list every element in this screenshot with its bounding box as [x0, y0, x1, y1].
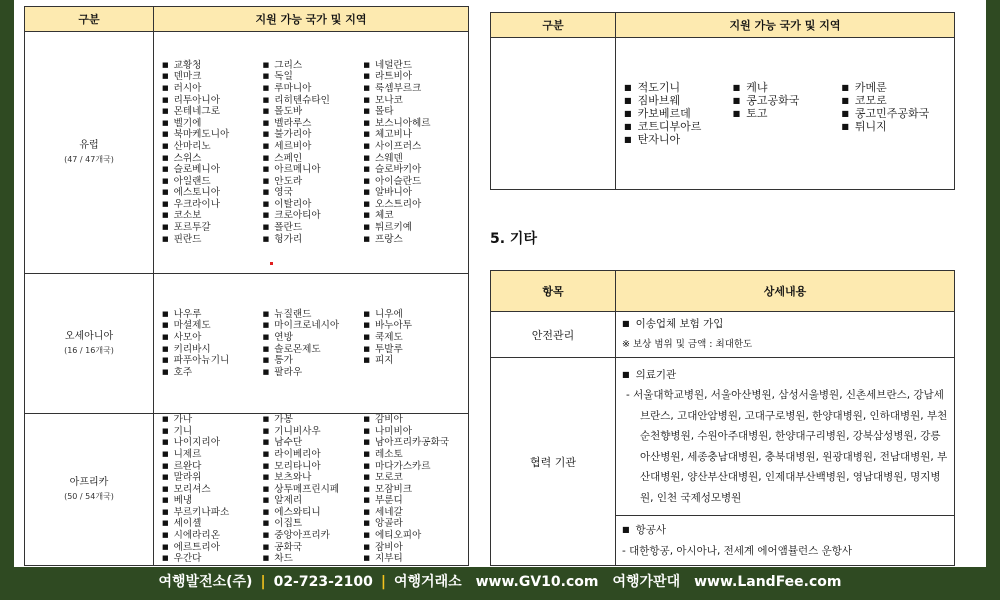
country-item: ■ 교황청: [162, 60, 263, 72]
region-name: 유럽: [79, 139, 99, 151]
country-item: ■ 뉴질랜드: [263, 309, 364, 321]
region-name: 아프리카: [69, 476, 109, 488]
country-column: [363, 309, 464, 379]
country-item: ■ 프랑스: [363, 234, 464, 246]
country-item: ■ 아이슬란드: [363, 176, 464, 188]
country-item: ■ 가봉: [263, 414, 364, 426]
country-item: ■ 니제르: [162, 449, 263, 461]
country-item: ■ 피지: [363, 355, 464, 367]
footer-separator: |: [380, 574, 386, 590]
airline-list: - 대한항공, 아시아나, 전세계 에어앰뷸런스 운항사: [622, 544, 853, 557]
country-item: ■ 공화국: [263, 542, 364, 554]
footer-label1: 여행거래소: [394, 574, 462, 590]
country-item: ■ 튀니지: [841, 120, 950, 133]
country-item: ■ 솔로몬제도: [263, 344, 364, 356]
country-column: [162, 60, 263, 246]
country-item: ■ 보츠와나: [263, 472, 364, 484]
country-item: ■ 불가리아: [263, 129, 364, 141]
country-item: ■ 마이크로네시아: [263, 320, 364, 332]
country-item: ■ 룩셈부르크: [363, 83, 464, 95]
country-item: ■ 핀란드: [162, 234, 263, 246]
country-item: ■ 나미비아: [363, 426, 464, 438]
country-item: ■ 바누아투: [363, 320, 464, 332]
country-item: ■ 콩고공화국: [733, 94, 842, 107]
region-count: (47 / 47개국): [64, 154, 114, 164]
country-item: ■ 짐바브웨: [624, 94, 733, 107]
country-column: [263, 414, 364, 565]
medical-detail: [616, 358, 955, 516]
country-item: ■ 쿡제도: [363, 332, 464, 344]
country-column: [733, 81, 842, 146]
country-item: ■ 앙골라: [363, 518, 464, 530]
item-partners: 협력 기관: [491, 358, 616, 566]
country-item: ■ 에르트리아: [162, 542, 263, 554]
countries-table-right: [490, 12, 955, 190]
country-item: ■ 통가: [263, 355, 364, 367]
country-item: ■ 지부티: [363, 553, 464, 565]
country-item: ■ 몰타: [363, 106, 464, 118]
country-item: ■ 벨라루스: [263, 118, 364, 130]
country-item: ■ 파푸아뉴기니: [162, 355, 263, 367]
country-item: ■ 라이베리아: [263, 449, 364, 461]
country-item: ■ 남수단: [263, 437, 364, 449]
country-item: ■ 이집트: [263, 518, 364, 530]
country-item: ■ 모잠비크: [363, 484, 464, 496]
footer-label2: 여행가판대: [612, 574, 681, 590]
region-europe: [25, 32, 154, 274]
country-item: ■ 가나: [162, 414, 263, 426]
region-count: (50 / 54개국): [64, 491, 114, 501]
country-item: ■ 스웨덴: [363, 153, 464, 165]
country-item: ■ 폴란드: [263, 222, 364, 234]
country-item: ■ 콩고민주공화국: [841, 107, 950, 120]
country-item: ■ 체고비나: [363, 129, 464, 141]
header-detail: 상세내용: [616, 271, 955, 312]
medical-title: ■ 의료기관: [622, 365, 948, 386]
country-item: ■ 세이셸: [162, 518, 263, 530]
country-item: ■ 영국: [263, 187, 364, 199]
europe-countries: [154, 32, 469, 274]
footer-site2-link[interactable]: www.LandFee.com: [694, 574, 842, 590]
country-item: ■ 세르비아: [263, 141, 364, 153]
country-item: ■ 모리타니아: [263, 461, 364, 473]
country-item: ■ 니우에: [363, 309, 464, 321]
country-item: ■ 토고: [733, 107, 842, 120]
country-column: [263, 309, 364, 379]
country-item: ■ 우간다: [162, 553, 263, 565]
country-item: ■ 기니: [162, 426, 263, 438]
country-item: ■ 벨기에: [162, 118, 263, 130]
country-item: ■ 루마니아: [263, 83, 364, 95]
country-item: ■ 에티오피아: [363, 530, 464, 542]
country-item: ■ 산마리노: [162, 141, 263, 153]
country-item: ■ 차드: [263, 553, 364, 565]
country-item: ■ 아일랜드: [162, 176, 263, 188]
header-category: 구분: [25, 7, 154, 32]
country-item: ■ 체코: [363, 210, 464, 222]
medical-list: - 서울대학교병원, 서울아산병원, 삼성서울병원, 신촌세브란스, 강남세브란스, 고대안암병원, 고대구로병원, 한양대병원, 인하대병원, 부천순천향병원, 수원아주대병원, 한양대구리병원, 강북삼성병원, 강릉아산병원, 세종충남대병원, 충북대병원, 원광대병원, 전남대병원, 부산대병원, 양산부산대병원, 인제대부산백병원, 영남대병원, 명지병원, 인천 국제성모병원: [626, 389, 948, 504]
safety-note: ※ 보상 범위 및 금액 : 최대한도: [622, 338, 753, 350]
country-item: ■ 시에라리온: [162, 530, 263, 542]
country-item: ■ 상투메프린시페: [263, 484, 364, 496]
country-item: ■ 이탈리아: [263, 199, 364, 211]
header-item: 항목: [491, 271, 616, 312]
country-item: ■ 오스트리아: [363, 199, 464, 211]
country-item: ■ 에스토니아: [162, 187, 263, 199]
country-item: ■ 코트디부아르: [624, 120, 733, 133]
country-item: ■ 알제리: [263, 495, 364, 507]
region-oceania: [25, 274, 154, 414]
country-item: ■ 호주: [162, 367, 263, 379]
country-item: ■ 네덜란드: [363, 60, 464, 72]
header-countries: 지원 가능 국가 및 지역: [616, 13, 955, 38]
country-item: ■ 마다가스카르: [363, 461, 464, 473]
airline-title: ■ 항공사: [622, 520, 948, 541]
country-item: ■ 코소보: [162, 210, 263, 222]
country-item: ■ 헝가리: [263, 234, 364, 246]
country-item: ■ 덴마크: [162, 71, 263, 83]
country-item: ■ 그리스: [263, 60, 364, 72]
country-item: ■ 알바니아: [363, 187, 464, 199]
country-item: ■ 안도라: [263, 176, 364, 188]
section-title: 5. 기타: [490, 231, 537, 247]
country-item: ■ 스위스: [162, 153, 263, 165]
footer-bar: [0, 570, 1000, 594]
country-item: ■ 아르메니아: [263, 164, 364, 176]
footer-company: 여행발전소(주): [158, 574, 253, 590]
country-item: ■ 북마케도니아: [162, 129, 263, 141]
country-item: ■ 세네갈: [363, 507, 464, 519]
country-item: ■ 보스니아헤르: [363, 118, 464, 130]
country-item: ■ 말라위: [162, 472, 263, 484]
country-item: ■ 스페인: [263, 153, 364, 165]
country-item: ■ 몰도바: [263, 106, 364, 118]
footer-separator: |: [260, 574, 266, 590]
item-safety: 안전관리: [491, 312, 616, 358]
country-column: [162, 414, 263, 565]
country-item: ■ 러시아: [162, 83, 263, 95]
country-item: ■ 몬테네그로: [162, 106, 263, 118]
country-item: ■ 코모로: [841, 94, 950, 107]
region-name: 오세아니아: [64, 330, 114, 342]
country-item: ■ 모리셔스: [162, 484, 263, 496]
country-item: ■ 잠비아: [363, 542, 464, 554]
country-item: ■ 라트비아: [363, 71, 464, 83]
country-item: ■ 모로코: [363, 472, 464, 484]
countries-table-left: [24, 6, 469, 566]
country-item: ■ 팔라우: [263, 367, 364, 379]
country-column: [162, 309, 263, 379]
country-item: ■ 사이프러스: [363, 141, 464, 153]
country-item: ■ 적도기니: [624, 81, 733, 94]
country-item: ■ 감비아: [363, 414, 464, 426]
country-item: ■ 중앙아프리카: [263, 530, 364, 542]
country-item: ■ 마셜제도: [162, 320, 263, 332]
country-item: ■ 나우루: [162, 309, 263, 321]
footer-site1-link[interactable]: www.GV10.com: [475, 574, 599, 590]
country-item: ■ 부르키나파소: [162, 507, 263, 519]
safety-bullet: ■ 이송업체 보험 가입: [622, 314, 948, 335]
safety-detail: [616, 312, 955, 358]
country-item: ■ 베냉: [162, 495, 263, 507]
country-item: ■ 크로아티아: [263, 210, 364, 222]
country-column: [263, 60, 364, 246]
other-table: [490, 270, 955, 566]
country-column: [624, 81, 733, 146]
country-item: ■ 투발루: [363, 344, 464, 356]
country-item: ■ 르완다: [162, 461, 263, 473]
region-africa: [25, 414, 154, 566]
country-item: ■ 슬로바키아: [363, 164, 464, 176]
country-item: ■ 탄자니아: [624, 133, 733, 146]
country-item: ■ 포르투갈: [162, 222, 263, 234]
country-item: ■ 리히텐슈타인: [263, 95, 364, 107]
airline-detail: [616, 516, 955, 566]
country-item: ■ 리투아니아: [162, 95, 263, 107]
country-column: [841, 81, 950, 146]
country-item: ■ 모나코: [363, 95, 464, 107]
footer-phone: 02-723-2100: [273, 574, 373, 590]
country-column: [363, 414, 464, 565]
country-item: ■ 레소토: [363, 449, 464, 461]
country-item: ■ 카보베르데: [624, 107, 733, 120]
red-dot-mark: [270, 262, 273, 265]
africa-countries: [154, 414, 469, 566]
country-column: [363, 60, 464, 246]
country-item: ■ 에스와티니: [263, 507, 364, 519]
country-item: ■ 연방: [263, 332, 364, 344]
country-item: ■ 남아프리카공화국: [363, 437, 464, 449]
country-item: ■ 튀르키예: [363, 222, 464, 234]
country-item: ■ 사모아: [162, 332, 263, 344]
country-item: ■ 슬로베니아: [162, 164, 263, 176]
region-empty-cell: [491, 38, 616, 190]
country-item: ■ 독일: [263, 71, 364, 83]
africa-countries-cont: [616, 38, 955, 190]
country-item: ■ 케냐: [733, 81, 842, 94]
oceania-countries: [154, 274, 469, 414]
country-item: ■ 우크라이나: [162, 199, 263, 211]
header-category: 구분: [491, 13, 616, 38]
header-countries: 지원 가능 국가 및 지역: [154, 7, 469, 32]
country-item: ■ 카메룬: [841, 81, 950, 94]
country-item: ■ 기니비사우: [263, 426, 364, 438]
region-count: (16 / 16개국): [64, 345, 114, 355]
country-item: ■ 부룬디: [363, 495, 464, 507]
country-item: ■ 키리바시: [162, 344, 263, 356]
country-item: ■ 나이지리아: [162, 437, 263, 449]
